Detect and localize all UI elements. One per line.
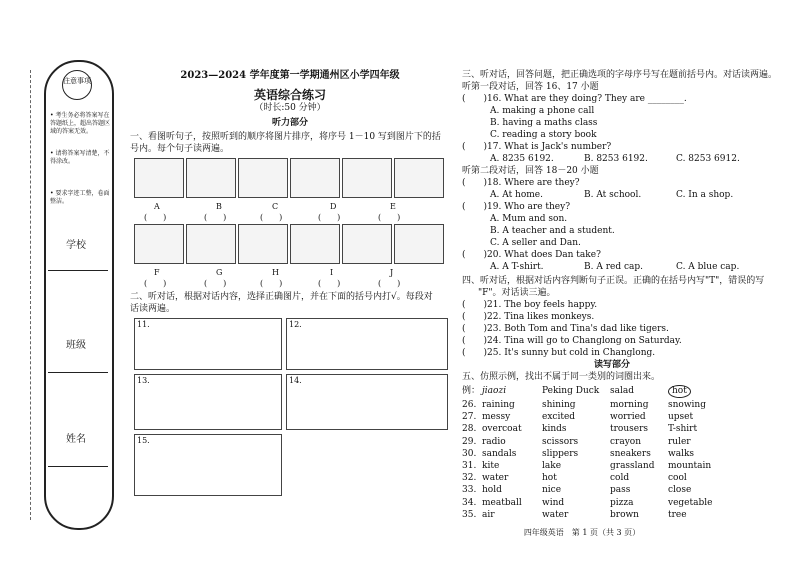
statement-22: ( )22. Tina likes monkeys.	[462, 312, 595, 322]
word-option[interactable]: kite	[482, 461, 500, 471]
word-row-number: 31.	[462, 461, 477, 471]
part3-section-2: 听第二段对话，回答 18－20 小题	[462, 166, 599, 176]
label-b: B	[216, 202, 222, 211]
word-option[interactable]: air	[482, 509, 495, 520]
word-option[interactable]: sandals	[482, 448, 517, 459]
q20-option-c: C. A blue cap.	[676, 262, 740, 272]
statement-25: ( )25. It's sunny but cold in Changlong.	[462, 348, 656, 358]
word-option[interactable]: walks	[668, 448, 695, 459]
question-17: ( )17. What is Jack's number?	[462, 142, 612, 152]
q19-option-a: A. Mum and son.	[490, 214, 568, 224]
word-option[interactable]: T-shirt	[668, 424, 698, 435]
example-word-3: salad	[610, 386, 634, 396]
q18-option-b: B. At school.	[584, 190, 642, 200]
q16-option-b: B. having a maths class	[490, 118, 598, 128]
word-option[interactable]: close	[668, 485, 692, 496]
question-18: ( )18. Where are they?	[462, 178, 580, 188]
word-option[interactable]: overcoat	[482, 424, 522, 435]
part2-instruction-2: 话读两遍。	[130, 304, 176, 314]
word-option[interactable]: kinds	[542, 424, 567, 435]
panel-12-number: 12.	[289, 320, 302, 329]
word-option[interactable]: excited	[542, 412, 576, 423]
q19-option-c: C. A seller and Dan.	[490, 238, 581, 248]
reading-heading: 读写部分	[593, 360, 630, 370]
class-line	[48, 372, 108, 373]
label-g: G	[216, 268, 223, 277]
q16-option-c: C. reading a story book	[490, 130, 597, 140]
question-19: ( )19. Who are they?	[462, 202, 571, 212]
name-line	[48, 466, 108, 467]
word-option[interactable]: water	[482, 473, 509, 484]
word-option[interactable]: messy	[482, 412, 511, 423]
label-c: C	[272, 202, 279, 211]
blank-b[interactable]: ( )	[204, 213, 227, 222]
exam-title: 2023—2024 学年度第一学期通州区小学四年级	[180, 70, 400, 81]
picture-j	[394, 224, 444, 264]
label-e: E	[390, 202, 396, 211]
word-option[interactable]: mountain	[668, 461, 712, 471]
notice-badge: 注意事项	[62, 70, 92, 100]
school-line	[48, 270, 108, 271]
word-row-number: 32.	[462, 473, 477, 484]
question-16: ( )16. What are they doing? They are ________.	[462, 94, 687, 104]
word-option[interactable]: wind	[542, 497, 565, 508]
word-option[interactable]: radio	[482, 436, 506, 447]
example-word-2: Peking Duck	[542, 386, 600, 396]
q17-option-b: B. 8253 6192.	[584, 154, 648, 164]
word-row-number: 26.	[462, 400, 477, 410]
panel-13-number: 13.	[137, 376, 150, 385]
picture-g2	[238, 224, 288, 264]
label-a: A	[154, 202, 160, 211]
school-label: 学校	[66, 240, 86, 251]
label-d: D	[330, 202, 337, 211]
panel-14-number: 14.	[289, 376, 302, 385]
listening-heading: 听力部分	[271, 118, 308, 128]
panel-13	[134, 374, 282, 430]
part4-instruction-2: "F"。对话读三遍。	[478, 288, 556, 298]
word-option[interactable]: crayon	[610, 436, 642, 447]
word-option[interactable]: upset	[668, 412, 694, 423]
word-option[interactable]: shining	[542, 400, 576, 410]
statement-24: ( )24. Tina will go to Changlong on Saturday.	[462, 336, 682, 346]
exam-time: （时长:50 分钟）	[254, 103, 326, 113]
word-row-number: 27.	[462, 412, 477, 423]
panel-11	[134, 318, 282, 370]
word-option[interactable]: trousers	[610, 424, 648, 435]
note-2: • 请将答案写清楚，不得涂改。	[50, 150, 110, 165]
word-option[interactable]: scissors	[542, 436, 579, 447]
word-option[interactable]: hold	[482, 485, 502, 496]
panel-11-number: 11.	[137, 320, 150, 329]
word-option[interactable]: pizza	[610, 497, 634, 508]
part4-instruction-1: 四、听对话，根据对话内容判断句子正误。正确的在括号内写"T"，错误的写	[462, 276, 765, 286]
blank-e[interactable]: ( )	[378, 213, 401, 222]
word-option[interactable]: brown	[610, 509, 639, 520]
example-word-4-circled: hot	[668, 385, 691, 398]
panel-14	[286, 374, 448, 430]
word-option[interactable]: pass	[610, 485, 631, 496]
example-label: 例：	[462, 386, 481, 396]
q18-option-a: A. At home.	[490, 190, 543, 200]
word-row-number: 35.	[462, 509, 477, 520]
blank-i[interactable]: ( )	[318, 279, 341, 288]
picture-d	[290, 158, 340, 198]
blank-a[interactable]: ( )	[144, 213, 167, 222]
picture-h	[290, 224, 340, 264]
q20-option-b: B. A red cap.	[584, 262, 643, 272]
word-option[interactable]: vegetable	[668, 497, 713, 508]
label-h: H	[272, 268, 279, 277]
word-option[interactable]: grassland	[610, 461, 655, 471]
word-option[interactable]: snowing	[668, 400, 706, 410]
word-option[interactable]: nice	[542, 485, 562, 496]
q16-option-a: A. making a phone call	[490, 106, 595, 116]
note-3: • 要求字迹工整，卷面整洁。	[50, 190, 110, 205]
word-row-number: 33.	[462, 485, 477, 496]
picture-e-right	[394, 158, 444, 198]
picture-g	[186, 224, 236, 264]
word-option[interactable]: sneakers	[610, 448, 651, 459]
class-label: 班级	[66, 340, 86, 351]
word-row-number: 28.	[462, 424, 477, 435]
q19-option-b: B. A teacher and a student.	[490, 226, 615, 236]
blank-g[interactable]: ( )	[204, 279, 227, 288]
exam-subtitle: 英语综合练习	[253, 88, 326, 102]
word-row-number: 29.	[462, 436, 477, 447]
label-i: I	[330, 268, 334, 277]
picture-a	[134, 158, 184, 198]
word-option[interactable]: tree	[668, 509, 687, 520]
word-option[interactable]: hot	[542, 473, 557, 484]
picture-f	[134, 224, 184, 264]
word-option[interactable]: lake	[542, 461, 562, 471]
part2-instruction-1: 二、听对话，根据对话内容，选择正确图片，并在下面的括号内打√。每段对	[130, 292, 433, 302]
label-f: F	[154, 268, 160, 277]
word-option[interactable]: worried	[610, 412, 646, 423]
panel-12	[286, 318, 448, 370]
q17-option-a: A. 8235 6192.	[490, 154, 554, 164]
statement-21: ( )21. The boy feels happy.	[462, 300, 598, 310]
q17-option-c: C. 8253 6912.	[676, 154, 740, 164]
word-option[interactable]: meatball	[482, 497, 522, 508]
picture-b	[186, 158, 236, 198]
picture-i	[342, 224, 392, 264]
note-1: • 考生务必将答案写在答题纸上，超出答题区域的答案无效。	[50, 112, 111, 135]
picture-e	[342, 158, 392, 198]
part1-instruction-1: 一、看图听句子，按照听到的顺序将图片排序，将序号 1－10 写到图片下的括	[130, 132, 441, 142]
example-word-1: jiaozi	[482, 386, 507, 396]
word-option[interactable]: morning	[610, 400, 649, 410]
statement-23: ( )23. Both Tom and Tina's dad like tigers.	[462, 324, 669, 334]
picture-c	[238, 158, 288, 198]
word-row-number: 34.	[462, 497, 477, 508]
panel-15	[134, 434, 282, 496]
q18-option-c: C. In a shop.	[676, 190, 734, 200]
panel-15-number: 15.	[137, 436, 150, 445]
word-option[interactable]: cold	[610, 473, 630, 484]
binding-margin	[30, 70, 38, 520]
part3-instruction: 三、听对话，回答问题，把正确选项的字母序号写在题前括号内。对话读两遍。	[462, 70, 778, 80]
blank-d[interactable]: ( )	[318, 213, 341, 222]
blank-c[interactable]: ( )	[260, 213, 283, 222]
word-option[interactable]: slippers	[542, 448, 579, 459]
blank-h[interactable]: ( )	[260, 279, 283, 288]
part1-instruction-2: 号内。每个句子读两遍。	[130, 144, 230, 154]
name-label: 姓名	[66, 434, 86, 445]
blank-j[interactable]: ( )	[378, 279, 401, 288]
q20-option-a: A. A T-shirt.	[490, 262, 544, 272]
word-option[interactable]: water	[542, 509, 569, 520]
blank-f[interactable]: ( )	[144, 279, 167, 288]
page-footer: 四年级英语 第 1 页（共 3 页）	[523, 528, 641, 537]
word-option[interactable]: ruler	[668, 436, 691, 447]
question-20: ( )20. What does Dan take?	[462, 250, 601, 260]
part5-instruction: 五、仿照示例，找出不属于同一类别的词圈出来。	[462, 372, 661, 382]
part3-section-1: 听第一段对话，回答 16、17 小题	[462, 82, 599, 92]
word-row-number: 30.	[462, 448, 477, 459]
word-option[interactable]: cool	[668, 473, 687, 484]
word-option[interactable]: raining	[482, 400, 515, 410]
label-j: J	[390, 268, 394, 277]
